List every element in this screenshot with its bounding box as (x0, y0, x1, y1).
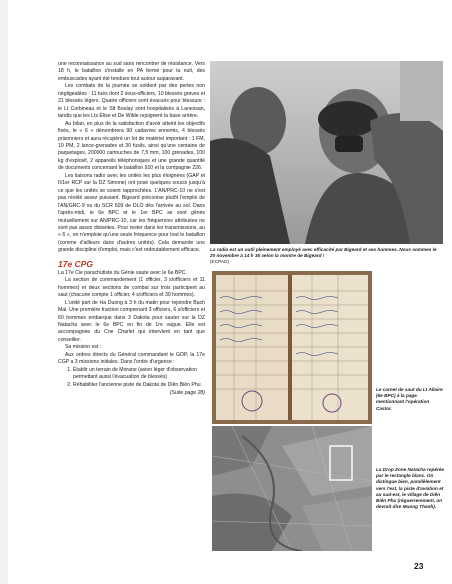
paragraph: Les liaisons radio avec les unités les plus éloignées (GAP et II/1er RCP sur la DZ Simone) ont posé quelques soucis jusqu'à ce que les unités se soient rapprochées. L'AN/PRC-10 ne s'est pas révélé assez puissant. Bigeard préconise plutôt l'emploi de l'AN/GRC-9 ou du SCR 609 de DLO dès l'arrivée au sol. Dans l'après-midi, le 6e BPC et le 1er BPC se sont gênés mutuellement sur AN/PRC-10, car les fréquences attribuées ne sont pas assez distantes. Pour rester dans les transmissions, au « 6 », on n'emploie qu'une seule fréquence pour tout le bataillon (comme d'ailleurs dans d'autres unités). Cela demande une grande discipline d'emploi, mais c'est redoutablement efficace. (58, 172, 205, 254)
paragraph: La 17e Cie parachutiste du Génie saute avec le 6e BPC. (58, 269, 187, 276)
aerial-dz-photo (212, 426, 372, 551)
article-column (58, 61, 205, 397)
mission-list (58, 367, 205, 389)
logbook-caption: Le carnet de saut du Lt Allaire (6e BPC) à la page mentionnant l'opération Castor. (376, 387, 443, 411)
paragraph: Les combats de la journée se soldent par des pertes non négligeables : 11 tués dont 2 sous-officiers, 10 blessés graves et 21 blessés légers. Quatre officiers sont évacués pour blessure : le Lt Corbineau et le Slt Boulay sont hospitalisés à Lanessan, tandis que les Lts Élise et De Wilde rejoignent la base arrière. (58, 83, 205, 120)
paragraph: L'unité part de Ha Duong à 3 h du matin pour rejoindre Bach Mai. Une première fraction comprenant 3 officiers, 6 s/officiers et 60 hommes embarque dans 3 Dakota pour sauter sur la DZ Natacha avec le 6e BPC en fin de 1re vague. Elle est accompagnée du Cne Charlet qui intervient en tant que conseiller. (58, 299, 205, 343)
paragraph: Sa mission est : (65, 344, 102, 351)
paragraph: Au bilan, en plus de la satisfaction d'avoir atteint les objectifs fixés, le « 6 » dénombrera 90 cadavres ennemis, 4 blessés prisonniers et aura récupéré un lot de matériel important : 1 FM, 10 PM, 2 lance-grenades et 30 fusils, ainsi qu'une centaine de paquetages, 200000 cartouches de 7,5 mm, 100 grenades, 100 kg d'explosif, 2 appareils téléphoniques et une grande quantité de documents concernant le bataillon 910 et la compagnie 226. (58, 120, 205, 172)
page-number: 23 (414, 561, 424, 571)
list-item: 2. Réhabiliter l'ancienne piste de Dakota de Diên Biên Phu (73, 382, 205, 389)
section-heading: 17e CPG (58, 258, 93, 269)
photo-credit: (ECPAD) (210, 259, 229, 265)
list-item: 1. Établir un terrain de Morane (avion léger d'observation permettant aussi l'évacuation de blessés) (73, 367, 205, 382)
radio-caption: La radio est un outil pleinement employé avec efficacité par Bigeard et ses hommes. Nous sommes le 20 novembre à 14 h 35 selon la montre de Bigeard ! (ECPAD) (210, 247, 437, 265)
aerial-caption: La Drop Zone Natacha repérée par le rectangle blanc. On distingue bien, parallèlement vers l'est, la piste d'aviation et au sud-est, le village de Diên Biên Phu (réguerrerement, on devrait dire Muong Thanh). (376, 467, 444, 510)
continuation-note: (Suite page 28) (169, 390, 205, 397)
radio-photo (210, 61, 443, 244)
paragraph: une reconnaissance au sud sans rencontrer de résistance. Vers 18 h, le bataillon s'installe en PA fermé pour la nuit, des embuscades ayant été tendues tout autour auparavant. (58, 61, 205, 82)
logbook-photo (212, 271, 372, 424)
page-edge-band (0, 0, 8, 584)
paragraph: La section de commandement (1 officier, 3 s/officiers et 11 hommes) et deux sections de combat sur trois participent au saut (chacune compte 1 officier, 4 s/officiers et 30 hommes). (58, 277, 205, 299)
paragraph: Aux ordres directs du Général commandant le GOP, la 17e CGP a 3 missions initiales. Dans l'ordre d'urgence : (58, 351, 205, 366)
